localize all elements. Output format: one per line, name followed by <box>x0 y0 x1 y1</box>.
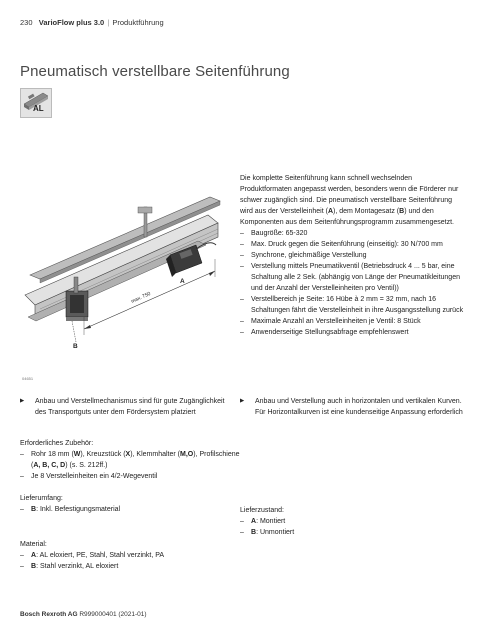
delivery-section <box>240 505 440 538</box>
list-item: – Verstellbereich je Seite: 16 Hübe à 2 mm = 32 mm, nach 16 Schaltungen fährt die Verstelleinheit in ihre Ausgangsstellung zurück <box>240 294 465 316</box>
page-footer <box>20 611 147 618</box>
accessories-heading: Erforderliches Zubehör: <box>20 440 94 447</box>
list-item: – Verstellung mittels Pneumatikventil (Betriebsdruck 4 ... 5 bar, eine Schaltung alle 2 Sek. (abhängig von Länge der Pneumatikleitungen und der Anzahl der Verstelleinheiten pro Ventil)) <box>240 261 465 294</box>
list-item: – A: AL eloxiert, PE, Stahl, Stahl verzinkt, PA <box>20 550 240 561</box>
list-item: – Anwenderseitige Stellungsabfrage empfehlenswert <box>240 327 465 338</box>
clamp-block <box>138 207 152 213</box>
product-badge <box>20 88 52 118</box>
list-item: – B: Stahl verzinkt, AL eloxiert <box>20 561 240 572</box>
feature-item: ▶ Anbau und Verstellung auch in horizontalen und vertikalen Kurven. Für Horizontalkurven ist eine kundenseitige Anpassung erforderlich <box>240 396 465 418</box>
label-b: B <box>73 343 78 350</box>
list-item: – Baugröße: 65-320 <box>240 228 465 239</box>
header-separator: | <box>107 18 110 27</box>
spec-list <box>240 228 465 338</box>
intro-paragraph: Die komplette Seitenführung kann schnell wechselnden Produktformaten angepasst werden, besonders wenn die Förderer nur schwer zugänglich sind. Die pneumatisch verstellbare Seitenführung wird aus der Verstelleinheit (A), dem Montagesatz (B) und den Komponenten aus dem Seitenführungsprogramm zusammengesetzt. <box>240 175 459 226</box>
page-number: 230 <box>20 18 33 27</box>
list-item: – B: Inkl. Befestigungsmaterial <box>20 504 220 515</box>
product-name: VarioFlow plus 3.0 <box>38 18 105 27</box>
list-item: – Je 8 Verstelleinheiten ein 4/2-Wegeventil <box>20 471 245 482</box>
list-item: – A: Montiert <box>240 516 440 527</box>
delivery-heading: Lieferzustand: <box>240 507 284 514</box>
label-a: A <box>180 278 185 285</box>
intro-text <box>240 173 465 338</box>
scope-section <box>20 493 220 515</box>
material-section <box>20 539 240 572</box>
material-heading: Material: <box>20 541 47 548</box>
feature-left <box>20 396 230 418</box>
image-number: 04651 <box>22 376 34 381</box>
company-name: Bosch Rexroth AG <box>20 611 78 618</box>
list-item: – Max. Druck gegen die Seitenführung (einseitig): 30 N/700 mm <box>240 239 465 250</box>
list-item: – Maximale Anzahl an Verstelleinheiten je Ventil: 8 Stück <box>240 316 465 327</box>
scope-heading: Lieferumfang: <box>20 495 63 502</box>
list-item: – B: Unmontiert <box>240 527 440 538</box>
page-header <box>20 18 164 27</box>
list-item: – Rohr 18 mm (W), Kreuzstück (X), Klemmhalter (M,O), Profilschiene (A, B, C, D) (s. S. 212ff.) <box>20 449 245 471</box>
dimension-label: max. 750 <box>130 290 152 305</box>
section-name: Produktführung <box>112 18 164 27</box>
accessories-section <box>20 438 245 482</box>
feature-item: ▶ Anbau und Verstellmechanismus sind für gute Zugänglichkeit des Transportguts unter dem Fördersystem platziert <box>20 396 230 418</box>
badge-label: AL <box>33 104 44 113</box>
list-item: – Synchrone, gleichmäßige Verstellung <box>240 250 465 261</box>
product-illustration <box>20 167 225 382</box>
feature-right <box>240 396 465 418</box>
document-number: R999000401 (2021-01) <box>79 611 147 618</box>
page-title: Pneumatisch verstellbare Seitenführung <box>20 63 290 80</box>
